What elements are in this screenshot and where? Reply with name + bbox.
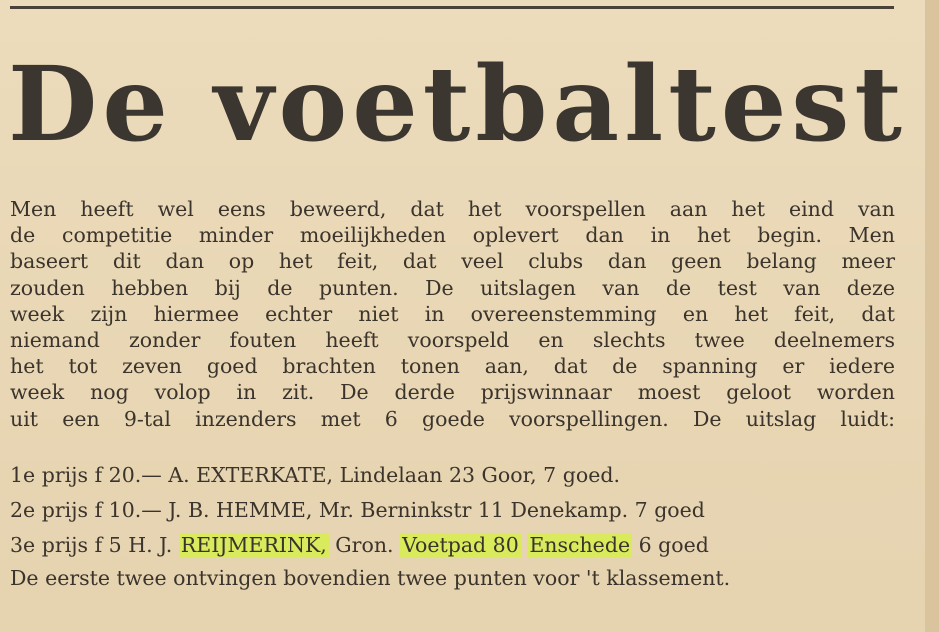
prize-third (10, 528, 895, 563)
body-line: het tot zeven goed brachten tonen aan, dat de spanning er iedere (10, 354, 895, 379)
body-line: baseert dit dan op het feit, dat veel clubs dan geen belang meer (10, 249, 895, 274)
article-body (10, 196, 895, 432)
prize-first: 1e prijs f 20.— A. EXTERKATE, Lindelaan 23 Goor, 7 goed. (10, 463, 620, 487)
body-line: week nog volop in zit. De derde prijswinnaar moest geloot worden (10, 380, 895, 405)
page-edge (925, 0, 939, 632)
article-footer: De eerste twee ontvingen bovendien twee punten voor 't klassement. (10, 566, 731, 590)
prize-second: 2e prijs f 10.— J. B. HEMME, Mr. Berninkstr 11 Denekamp. 7 goed (10, 498, 705, 522)
highlighted-name: REIJMERINK, (180, 533, 327, 557)
article-title: De voetbaltest (8, 44, 907, 165)
prize-list (10, 458, 895, 563)
prize-third-gap: Gron. (328, 533, 401, 557)
prize-third-suffix: 6 goed (632, 533, 709, 557)
prize-third-prefix: 3e prijs f 5 H. J. (10, 533, 179, 557)
body-line: uit een 9-tal inzenders met 6 goede voorspellingen. De uitslag luidt: (10, 406, 895, 431)
body-line: de competitie minder moeilijkheden oplevert dan in het begin. Men (10, 223, 895, 248)
body-line: week zijn hiermee echter niet in overeenstemming en het feit, dat (10, 301, 895, 326)
body-line: Men heeft wel eens beweerd, dat het voorspellen aan het eind van (10, 197, 895, 221)
body-line: zouden hebben bij de punten. De uitslagen van de test van deze (10, 275, 895, 300)
top-rule (10, 6, 894, 9)
highlighted-street: Voetpad 80 (402, 533, 519, 557)
highlighted-city: Enschede (529, 533, 631, 557)
body-line: niemand zonder fouten heeft voorspeld en slechts twee deelnemers (10, 327, 895, 352)
